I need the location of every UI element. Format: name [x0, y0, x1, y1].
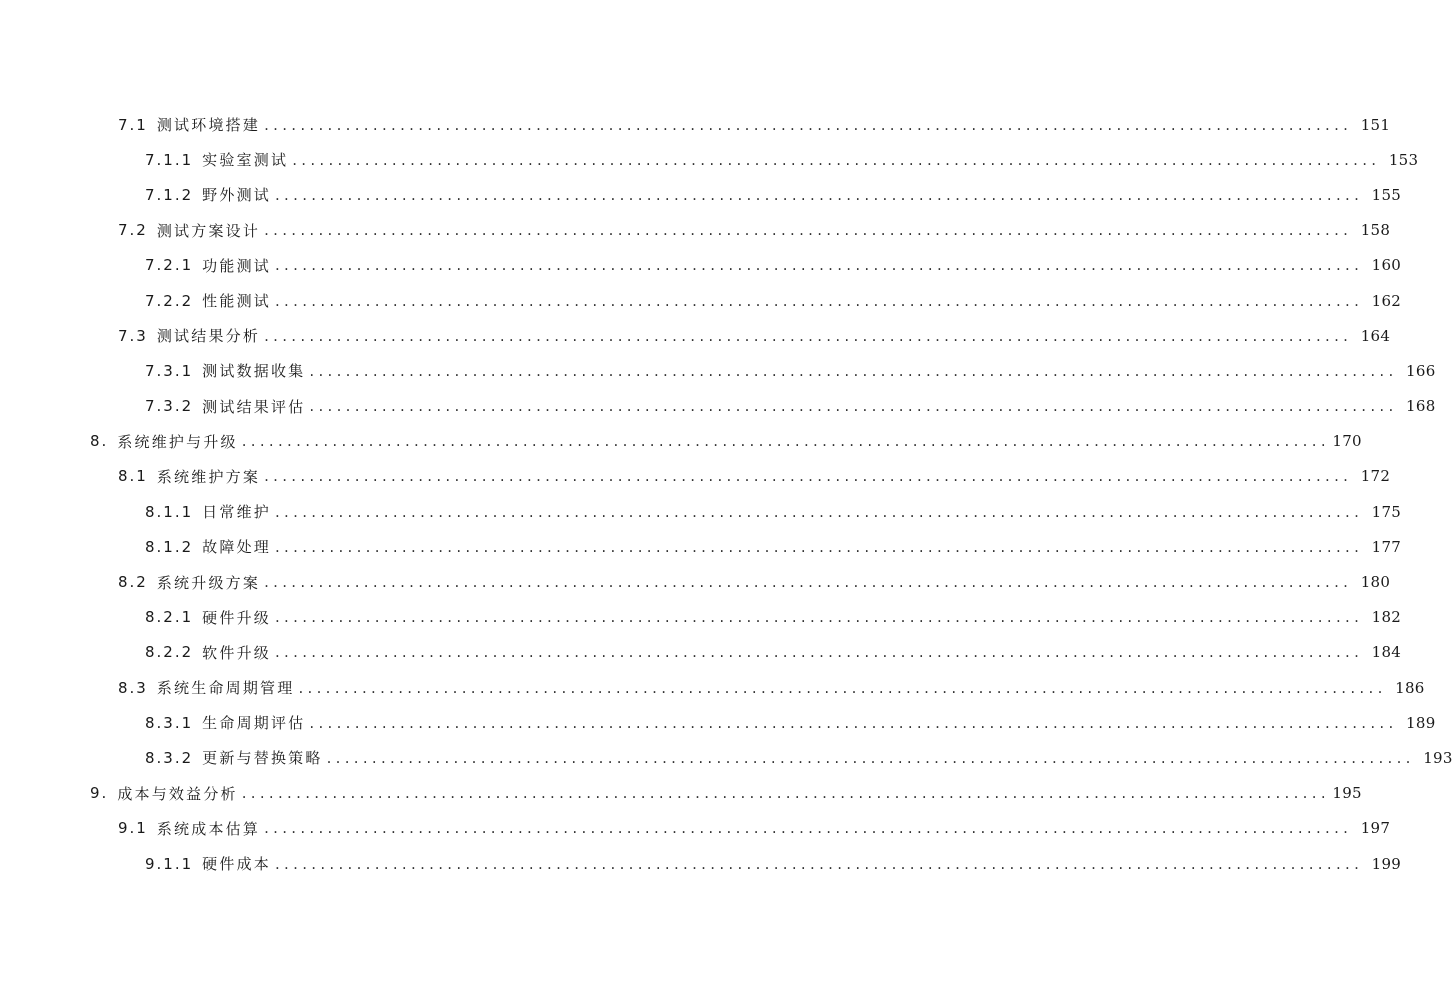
toc-entry-page-number: 180: [1360, 573, 1391, 592]
toc-entry-page-number: 175: [1371, 502, 1402, 521]
toc-dot-leader: ........................................................................................................................: [274, 643, 1364, 662]
toc-entry[interactable]: [0, 107, 1391, 142]
toc-entry-number: 8.1.1: [145, 502, 194, 521]
toc-dot-leader: ........................................................................................................................: [241, 432, 1330, 451]
toc-dot-leader: ........................................................................................................................: [264, 326, 1353, 345]
toc-entry[interactable]: [0, 494, 1402, 529]
toc-entry-page-number: 166: [1406, 361, 1436, 380]
toc-entry-title: 野外测试: [202, 186, 271, 205]
toc-entry-title: 系统升级方案: [156, 573, 261, 592]
toc-entry-number: 7.3.2: [145, 397, 194, 416]
toc-entry-page-number: 184: [1371, 643, 1402, 662]
toc-entry-title: 测试结果评估: [202, 397, 306, 416]
toc-entry-title: 硬件升级: [202, 608, 271, 627]
toc-entry[interactable]: [0, 635, 1402, 670]
toc-entry-number: 9.1.1: [145, 854, 194, 873]
toc-entry-number: 8.1: [118, 467, 148, 486]
toc-entry-page-number: 189: [1406, 713, 1436, 732]
toc-entry-page-number: 168: [1406, 397, 1436, 416]
toc-entry[interactable]: [0, 846, 1402, 881]
toc-entry-page-number: 151: [1360, 115, 1391, 134]
toc-entry-number: 7.2: [118, 221, 148, 240]
toc-entry[interactable]: [0, 670, 1425, 705]
toc-entry[interactable]: [0, 353, 1436, 388]
toc-entry-number: 7.2.1: [145, 256, 194, 275]
toc-dot-leader: ........................................................................................................................: [309, 713, 1398, 732]
toc-entry[interactable]: [0, 600, 1402, 635]
toc-entry-number: 7.1.1: [145, 150, 194, 169]
toc-entry-number: 9.1: [118, 819, 148, 838]
toc-entry-page-number: 182: [1371, 608, 1402, 627]
toc-entry-title: 日常维护: [202, 503, 271, 522]
toc-entry[interactable]: [0, 776, 1362, 811]
toc-entry-page-number: 160: [1371, 256, 1402, 275]
toc-entry[interactable]: [0, 283, 1402, 318]
toc-entry-number: 7.1: [118, 115, 148, 134]
toc-entry-number: 8.1.2: [145, 537, 194, 556]
toc-entry-number: 8.2: [118, 573, 148, 592]
toc-entry-title: 系统成本估算: [156, 819, 261, 838]
toc-entry-title: 性能测试: [202, 292, 271, 311]
toc-entry-title: 成本与效益分析: [117, 784, 238, 803]
toc-entry[interactable]: [0, 213, 1391, 248]
toc-entry-number: 8.3.2: [145, 748, 194, 767]
toc-entry[interactable]: [0, 142, 1419, 177]
toc-entry-number: 8.3.1: [145, 713, 194, 732]
toc-dot-leader: ........................................................................................................................: [292, 150, 1381, 169]
toc-dot-leader: ........................................................................................................................: [309, 397, 1398, 416]
toc-entry-page-number: 172: [1360, 467, 1391, 486]
toc-dot-leader: ........................................................................................................................: [264, 115, 1353, 134]
toc-entry-page-number: 158: [1360, 221, 1391, 240]
toc-dot-leader: ........................................................................................................................: [326, 748, 1415, 767]
toc-entry[interactable]: [0, 811, 1391, 846]
toc-entry-page-number: 162: [1371, 291, 1402, 310]
toc-entry-number: 7.3: [118, 326, 148, 345]
toc-entry-page-number: 170: [1332, 432, 1362, 451]
toc-entry[interactable]: [0, 248, 1402, 283]
table-of-contents: [0, 107, 1453, 881]
toc-entry-number: 8.2.2: [145, 643, 194, 662]
toc-dot-leader: ........................................................................................................................: [264, 819, 1353, 838]
toc-entry-title: 系统维护与升级: [117, 432, 238, 451]
toc-entry-number: 8.3: [118, 678, 148, 697]
toc-entry-title: 系统生命周期管理: [156, 679, 295, 698]
toc-entry-page-number: 177: [1371, 537, 1402, 556]
toc-entry-title: 故障处理: [202, 538, 271, 557]
toc-entry-page-number: 155: [1371, 185, 1402, 204]
toc-entry-number: 7.3.1: [145, 361, 194, 380]
toc-entry-title: 硬件成本: [202, 855, 271, 874]
toc-entry-page-number: 164: [1360, 326, 1391, 345]
toc-entry[interactable]: [0, 564, 1391, 599]
toc-entry-title: 测试方案设计: [156, 221, 261, 240]
toc-dot-leader: ........................................................................................................................: [264, 221, 1353, 240]
toc-entry[interactable]: [0, 459, 1391, 494]
toc-entry-title: 更新与替换策略: [202, 749, 323, 768]
toc-entry-page-number: 153: [1388, 150, 1419, 169]
toc-entry-number: 8.: [90, 432, 109, 451]
toc-entry-page-number: 195: [1332, 784, 1362, 803]
toc-entry[interactable]: [0, 740, 1453, 775]
toc-dot-leader: ........................................................................................................................: [274, 291, 1364, 310]
toc-entry-title: 测试环境搭建: [156, 116, 261, 135]
toc-entry[interactable]: [0, 705, 1436, 740]
toc-entry-title: 功能测试: [202, 256, 271, 275]
toc-entry[interactable]: [0, 389, 1436, 424]
toc-entry[interactable]: [0, 529, 1402, 564]
toc-dot-leader: ........................................................................................................................: [274, 185, 1364, 204]
toc-dot-leader: ........................................................................................................................: [264, 573, 1353, 592]
toc-dot-leader: ........................................................................................................................: [274, 256, 1364, 275]
toc-entry-title: 系统维护方案: [156, 467, 261, 486]
toc-entry-page-number: 199: [1371, 854, 1402, 873]
toc-entry-number: 7.2.2: [145, 291, 194, 310]
toc-entry-number: 8.2.1: [145, 608, 194, 627]
toc-dot-leader: ........................................................................................................................: [264, 467, 1353, 486]
toc-dot-leader: ........................................................................................................................: [309, 361, 1398, 380]
toc-entry-number: 7.1.2: [145, 185, 194, 204]
toc-entry-page-number: 197: [1360, 819, 1391, 838]
toc-dot-leader: ........................................................................................................................: [274, 854, 1364, 873]
toc-entry-page-number: 186: [1395, 678, 1425, 697]
toc-dot-leader: ........................................................................................................................: [274, 608, 1364, 627]
toc-entry[interactable]: [0, 424, 1362, 459]
toc-entry-number: 9.: [90, 784, 109, 803]
toc-entry-title: 生命周期评估: [202, 714, 306, 733]
toc-entry[interactable]: [0, 177, 1402, 212]
toc-entry[interactable]: [0, 318, 1391, 353]
toc-dot-leader: ........................................................................................................................: [298, 678, 1387, 697]
toc-dot-leader: ........................................................................................................................: [241, 784, 1330, 803]
toc-entry-page-number: 193: [1423, 748, 1453, 767]
toc-entry-title: 软件升级: [202, 643, 271, 662]
toc-dot-leader: ........................................................................................................................: [274, 502, 1364, 521]
toc-dot-leader: ........................................................................................................................: [274, 537, 1364, 556]
toc-entry-title: 测试结果分析: [156, 327, 261, 346]
toc-entry-title: 实验室测试: [202, 151, 289, 170]
toc-entry-title: 测试数据收集: [202, 362, 306, 381]
